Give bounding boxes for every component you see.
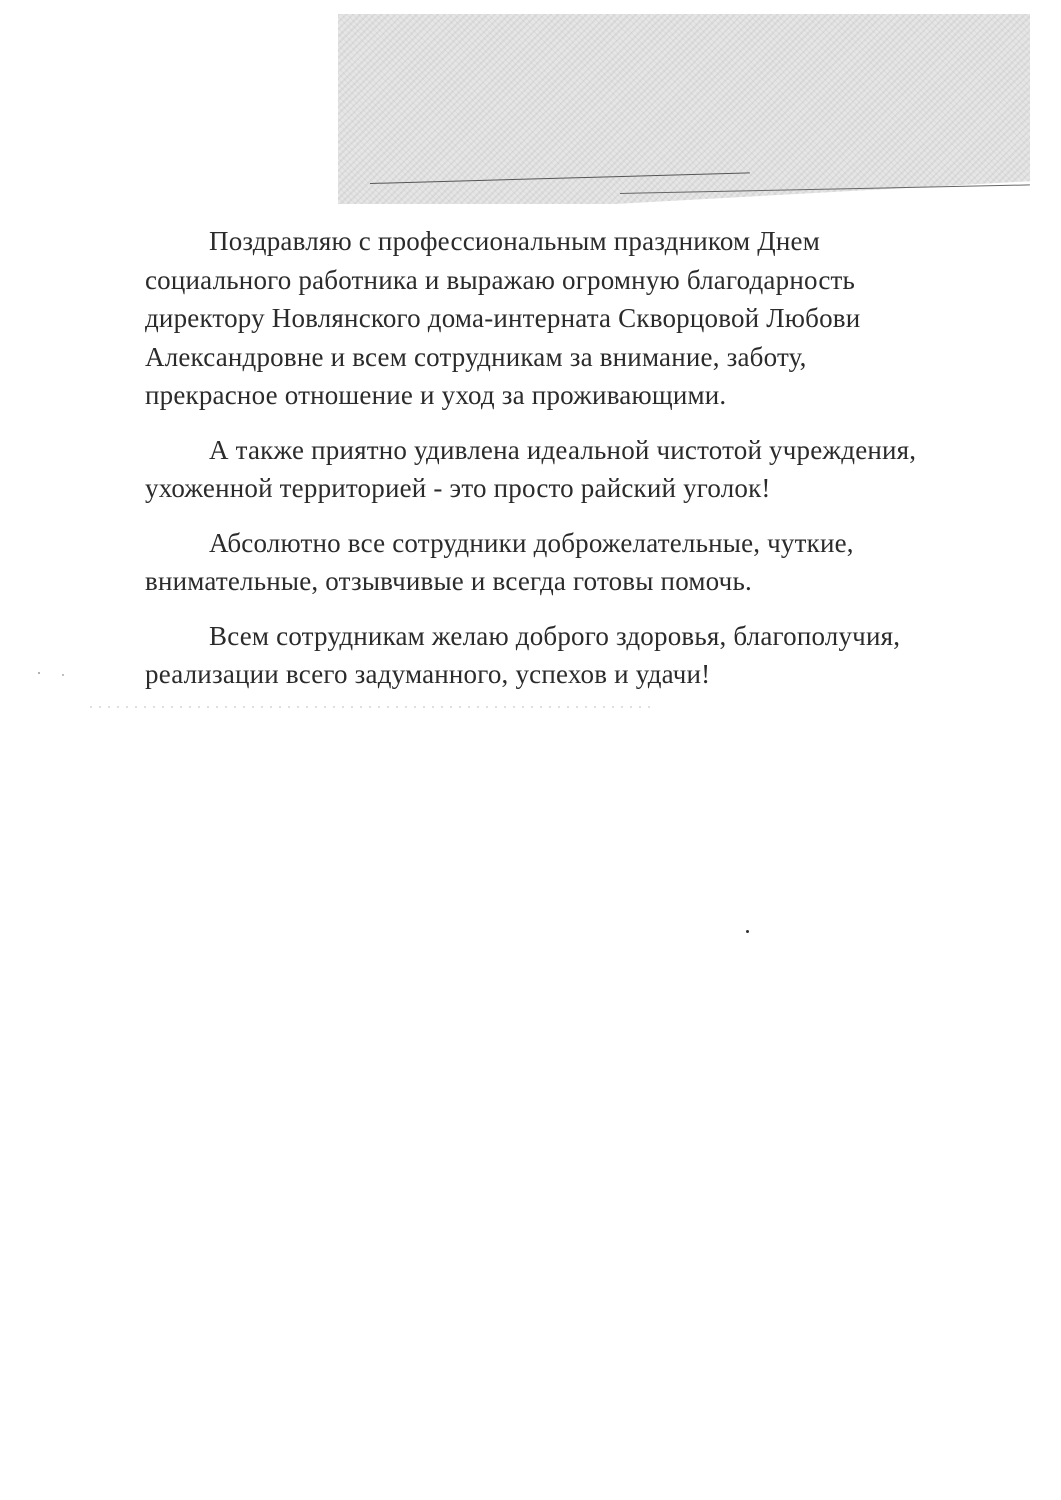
text-line: Александровне и всем сотрудникам за внимание, заботу, [145,341,807,372]
text-line: ухоженной территорией - это просто райский уголок! [145,473,771,503]
text-line: Поздравляю с профессиональным праздником Днем [209,226,820,256]
scan-noise-line [90,706,650,708]
text-line: реализации всего задуманного, успехов и удачи! [145,659,711,689]
text-line: Абсолютно все сотрудники доброжелательные, чуткие, [209,527,854,558]
text-line: директору Новлянского дома-интерната Скворцовой Любови [145,303,861,333]
text-line: внимательные, отзывчивые и всегда готовы помочь. [145,566,752,596]
text-line: социального работника и выражаю огромную благодарность [145,264,856,295]
text-line: А также приятно удивлена идеальной чистотой учреждения, [209,434,917,465]
text-line: прекрасное отношение и уход за проживающими. [145,380,727,410]
paragraph-wishes [145,617,985,694]
scan-speck [746,930,749,933]
text-line: Всем сотрудникам желаю доброго здоровья, благополучия, [209,620,901,651]
letter-body [145,222,985,710]
scan-speck [38,672,40,674]
paragraph-congratulations [145,222,985,415]
paragraph-staff [145,524,985,601]
paragraph-cleanliness [145,431,985,508]
redacted-header-block [338,14,1030,204]
scan-speck [62,674,64,676]
